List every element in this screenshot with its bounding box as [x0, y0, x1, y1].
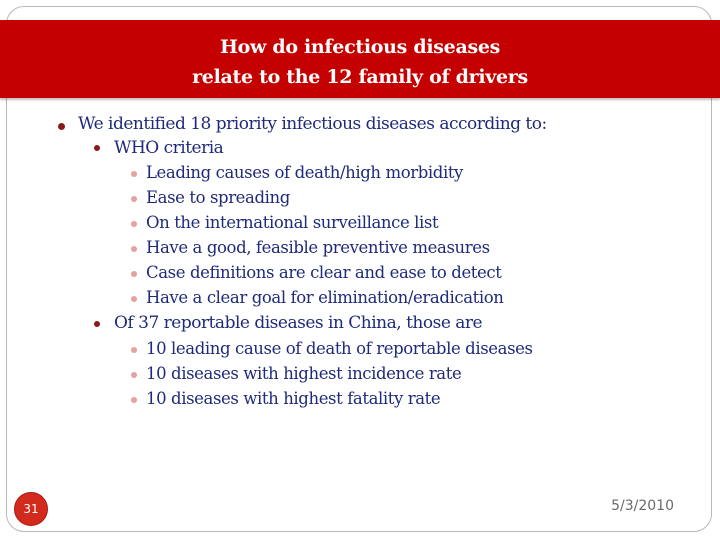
list-item: We identified 18 priority infectious diseases according to:: [78, 114, 547, 134]
list-item: 10 leading cause of death of reportable diseases: [146, 339, 533, 358]
bullet-marker: [131, 296, 137, 302]
list-item: Of 37 reportable diseases in China, those are: [114, 313, 483, 333]
list-item: Case definitions are clear and ease to detect: [146, 263, 502, 282]
bullet-marker: [94, 321, 100, 327]
bullet-marker: [94, 145, 100, 151]
slide-title-line-1: How do infectious diseases: [219, 36, 501, 58]
bullet-marker: [131, 246, 137, 252]
list-item: Ease to spreading: [146, 188, 290, 207]
bullet-marker: [58, 123, 65, 130]
bullet-marker: [131, 397, 137, 403]
list-item: 10 diseases with highest incidence rate: [146, 364, 462, 383]
list-item: 10 diseases with highest fatality rate: [146, 389, 441, 408]
slide-date: 5/3/2010: [611, 498, 674, 514]
slide-title-line-2: relate to the 12 family of drivers: [192, 66, 528, 88]
list-item: WHO criteria: [114, 138, 224, 158]
bullet-marker: [131, 196, 137, 202]
list-item: On the international surveillance list: [146, 213, 439, 232]
bullet-marker: [131, 171, 137, 177]
list-item: Leading causes of death/high morbidity: [146, 163, 463, 182]
list-item: Have a good, feasible preventive measures: [146, 238, 490, 257]
page-number-badge: 31: [14, 492, 48, 526]
bullet-marker: [131, 372, 137, 378]
bullet-marker: [131, 221, 137, 227]
bullet-marker: [131, 347, 137, 353]
list-item: Have a clear goal for elimination/eradication: [146, 288, 504, 307]
bullet-marker: [131, 271, 137, 277]
